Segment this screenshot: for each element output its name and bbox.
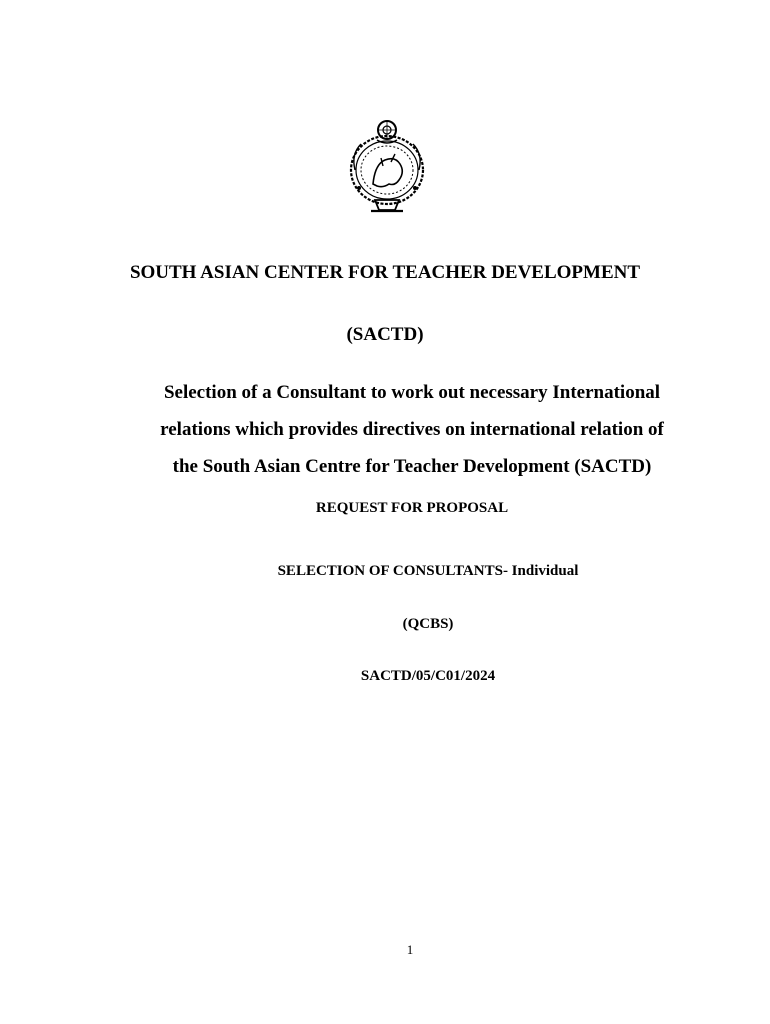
national-emblem-icon bbox=[345, 114, 429, 214]
assignment-title-line-1: Selection of a Consultant to work out necessary International bbox=[163, 382, 661, 403]
request-for-proposal-heading: REQUEST FOR PROPOSAL bbox=[315, 500, 509, 516]
reference-number: SACTD/05/C01/2024 bbox=[360, 668, 496, 684]
assignment-title-line-3: the South Asian Centre for Teacher Development (SACTD) bbox=[172, 456, 652, 477]
organization-name: SOUTH ASIAN CENTER FOR TEACHER DEVELOPMENT bbox=[129, 262, 641, 283]
selection-method: (QCBS) bbox=[402, 616, 454, 632]
selection-type: SELECTION OF CONSULTANTS- Individual bbox=[277, 563, 579, 579]
page-number: 1 bbox=[406, 942, 414, 957]
assignment-title-line-2: relations which provides directives on international relation of bbox=[160, 419, 664, 440]
organization-abbreviation: (SACTD) bbox=[346, 324, 424, 345]
